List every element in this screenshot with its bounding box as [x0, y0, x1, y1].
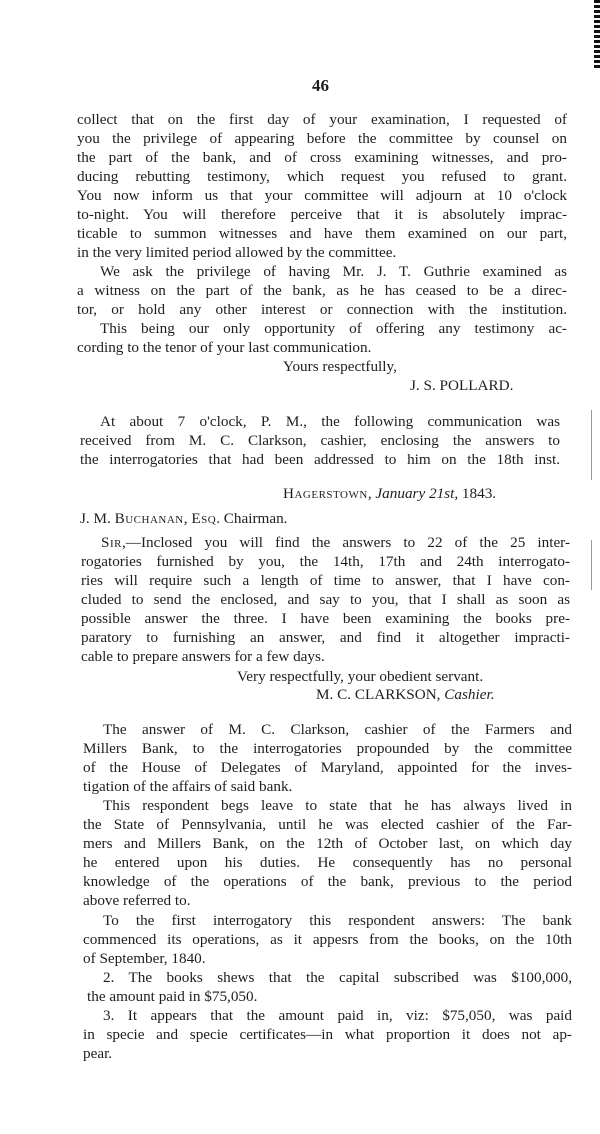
text-line: collect that on the first day of your examination, I requested of	[77, 111, 567, 128]
text-line: pear.	[83, 1045, 113, 1062]
text-line: cording to the tenor of your last communication.	[77, 339, 372, 356]
text-line: you the privilege of appearing before the committee by counsel on	[77, 130, 567, 147]
text-line: a witness on the part of the bank, as he has ceased to be a direc-	[77, 282, 567, 299]
text-line: To the first interrogatory this respondent answers: The bank	[103, 912, 572, 929]
text-segment: Hagerstown	[283, 485, 368, 502]
text-line: cable to prepare answers for a few days.	[81, 648, 325, 665]
text-line: ticable to summon witnesses and have them examined on our part,	[77, 225, 567, 242]
text-line: ries will require such a length of time to answer, that I have con-	[81, 572, 570, 589]
text-line: above referred to.	[83, 892, 191, 909]
text-line	[283, 485, 563, 504]
text-line: received from M. C. Clarkson, cashier, enclosing the answers to	[80, 432, 560, 449]
text-segment: J. M.	[80, 510, 115, 527]
text-line: the State of Pennsylvania, until he was elected cashier of the Far-	[83, 816, 572, 833]
text-line: Yours respectfully,	[283, 358, 397, 375]
text-line: of September, 1840.	[83, 950, 206, 967]
page-number: 46	[312, 76, 329, 95]
text-line: in the very limited period allowed by the committee.	[77, 244, 397, 261]
text-line: knowledge of the operations of the bank, previous to the period	[83, 873, 572, 890]
text-line: the part of the bank, and of cross examining witnesses, and pro-	[77, 149, 567, 166]
text-line: the amount paid in $75,050.	[87, 988, 258, 1005]
text-segment: ,	[367, 485, 376, 502]
text-segment: Cashier.	[444, 686, 495, 703]
text-line: J. S. POLLARD.	[410, 377, 514, 394]
text-line: Millers Bank, to the interrogatories propounded by the committee	[83, 740, 572, 757]
text-line	[316, 686, 576, 705]
text-line: tor, or hold any other interest or connection with the institution.	[77, 301, 567, 318]
text-line: to-night. You will therefore perceive that it is absolutely imprac-	[77, 206, 567, 223]
text-line: You now inform us that your committee will adjourn at 10 o'clock	[77, 187, 567, 204]
text-segment: ,—Inclosed you will find the answers to 22 of the 25 inter-	[121, 534, 570, 551]
text-line: paratory to furnishing an answer, and find it altogether impracti-	[81, 629, 570, 646]
text-line: mers and Millers Bank, on the 12th of October last, on which day	[83, 835, 572, 852]
text-segment: , 1843.	[454, 485, 497, 502]
text-line: possible answer the three. I have been examining the books pre-	[81, 610, 570, 627]
text-segment: Esq	[191, 510, 217, 527]
text-segment: Sir	[101, 534, 122, 551]
text-line: cluded to send the enclosed, and say to you, that I shall as soon as	[81, 591, 570, 608]
text-line: Very respectfully, your obedient servant.	[237, 668, 484, 685]
text-segment: ,	[183, 510, 192, 527]
text-line	[101, 534, 570, 553]
text-line: We ask the privilege of having Mr. J. T. Guthrie examined as	[100, 263, 567, 280]
text-segment: Buchanan	[114, 510, 184, 527]
text-line: in specie and specie certificates—in what proportion it does not ap-	[83, 1026, 572, 1043]
text-line: commenced its operations, as it appesrs from the books, on the 10th	[83, 931, 572, 948]
text-line: tigation of the affairs of said bank.	[83, 778, 293, 795]
text-segment: January 21st	[375, 485, 455, 502]
scan-edge-artifact	[594, 0, 600, 70]
text-line: the interrogatories that had been addressed to him on the 18th inst.	[80, 451, 560, 468]
text-line: 3. It appears that the amount paid in, viz: $75,050, was paid	[103, 1007, 572, 1024]
scan-margin-line	[591, 410, 592, 480]
text-line: The answer of M. C. Clarkson, cashier of the Farmers and	[103, 721, 572, 738]
text-line: 2. The books shews that the capital subscribed was $100,000,	[103, 969, 572, 986]
scan-margin-line	[591, 540, 592, 590]
text-line: rogatories furnished by you, the 14th, 17th and 24th interrogato-	[81, 553, 570, 570]
text-line: he entered upon his duties. He consequently has no personal	[83, 854, 572, 871]
text-line: of the House of Delegates of Maryland, appointed for the inves-	[83, 759, 572, 776]
text-segment: . Chairman.	[216, 510, 288, 527]
text-line: This being our only opportunity of offering any testimony ac-	[100, 320, 567, 337]
text-line: This respondent begs leave to state that he has always lived in	[103, 797, 572, 814]
text-line	[80, 510, 380, 529]
text-line: ducing rebutting testimony, which request you refused to grant.	[77, 168, 567, 185]
text-line: At about 7 o'clock, P. M., the following communication was	[100, 413, 560, 430]
text-segment: M. C. CLARKSON,	[316, 686, 445, 703]
